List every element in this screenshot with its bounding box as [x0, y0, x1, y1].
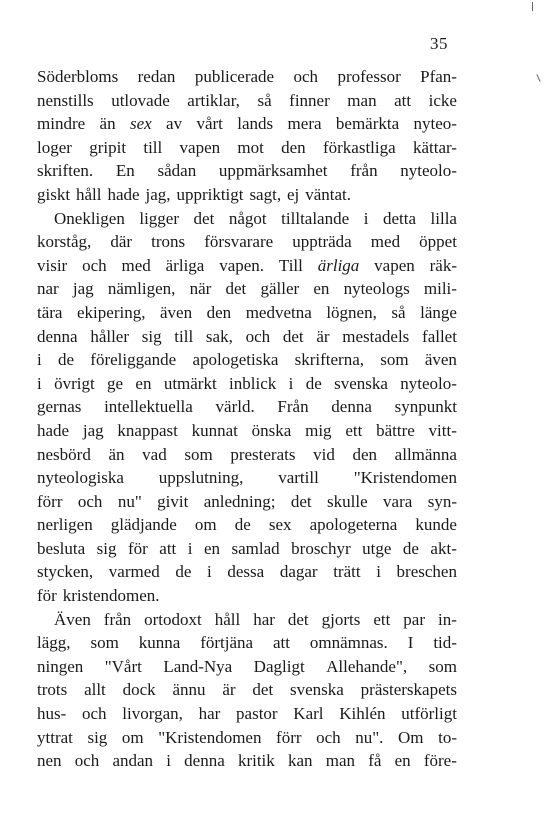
edge-mark — [532, 2, 533, 11]
text-line: trots allt dock ännu är det svenska prästerskapets — [37, 680, 457, 700]
text-line: loger gripit till vapen mot den förkastliga kättar- — [37, 137, 457, 157]
paragraph — [37, 207, 457, 608]
text-line: nenstills utlovade artiklar, så finner man att icke — [37, 90, 457, 110]
text-line: i de föreliggande apologetiska skrifterna, som även — [37, 350, 457, 370]
text-line: korståg, där trons försvarare uppträda med öppet — [37, 232, 457, 252]
text-line: tära ekipering, även den medvetna lögnen, så länge — [37, 302, 457, 322]
text-line: i övrigt ge en utmärkt inblick i de svenska nyteolo- — [37, 373, 457, 393]
paragraph — [37, 608, 457, 773]
text-line: yttrat sig om "Kristendomen förr och nu". Om to- — [37, 727, 457, 747]
text-line: besluta sig för att i en samlad broschyr utge de akt- — [37, 538, 457, 558]
text-line: hade jag knappast kunnat önska mig ett bättre vitt- — [37, 420, 457, 440]
text-line: gernas intellektuella värld. Från denna synpunkt — [37, 397, 457, 417]
text-line: giskt håll hade jag, uppriktigt sagt, ej väntat. — [37, 184, 352, 204]
text-line: denna håller sig till sak, och det är mestadels fallet — [37, 326, 457, 346]
text-line: Även från ortodoxt håll har det gjorts ett par in- — [54, 609, 457, 629]
text-line: nyteologiska uppslutning, vartill "Kristendomen — [37, 468, 457, 488]
edge-mark — [536, 74, 540, 82]
text-line: för kristendomen. — [37, 586, 160, 606]
text-line: förr och nu" givit anledning; det skulle vara syn- — [37, 491, 457, 511]
text-line: stycken, varmed de i dessa dagar trätt i breschen — [37, 562, 457, 582]
text-line: lägg, som kunna förtjäna att omnämnas. I tid- — [37, 633, 457, 653]
text-line: nesbörd än vad som presterats vid den allmänna — [37, 444, 457, 464]
text-line: skriften. En sådan uppmärksamhet från nyteolo- — [37, 161, 457, 181]
text-line: Söderbloms redan publicerade och professor Pfan- — [37, 67, 457, 86]
text-line: mindre än sex av vårt lands mera bemärkta nyteo- — [37, 114, 457, 134]
page-number: 35 — [430, 34, 448, 53]
paragraph — [37, 65, 457, 207]
text-line: visir och med ärliga vapen. Till ärliga vapen räk- — [37, 255, 457, 275]
text-line: ningen "Vårt Land-Nya Dagligt Allehande", som — [37, 656, 457, 676]
text-line: hus- och livorgan, har pastor Karl Kihlén utförligt — [37, 704, 457, 724]
text-line: Onekligen ligger det något tilltalande i detta lilla — [54, 208, 457, 228]
text-line: nar jag nämligen, när det gäller en nyteologs mili- — [37, 279, 457, 299]
body-text — [37, 65, 457, 773]
text-line: nen och andan i denna kritik kan man få en före- — [37, 751, 457, 771]
text-line: nerligen glädjande om de sex apologeterna kunde — [37, 515, 457, 535]
